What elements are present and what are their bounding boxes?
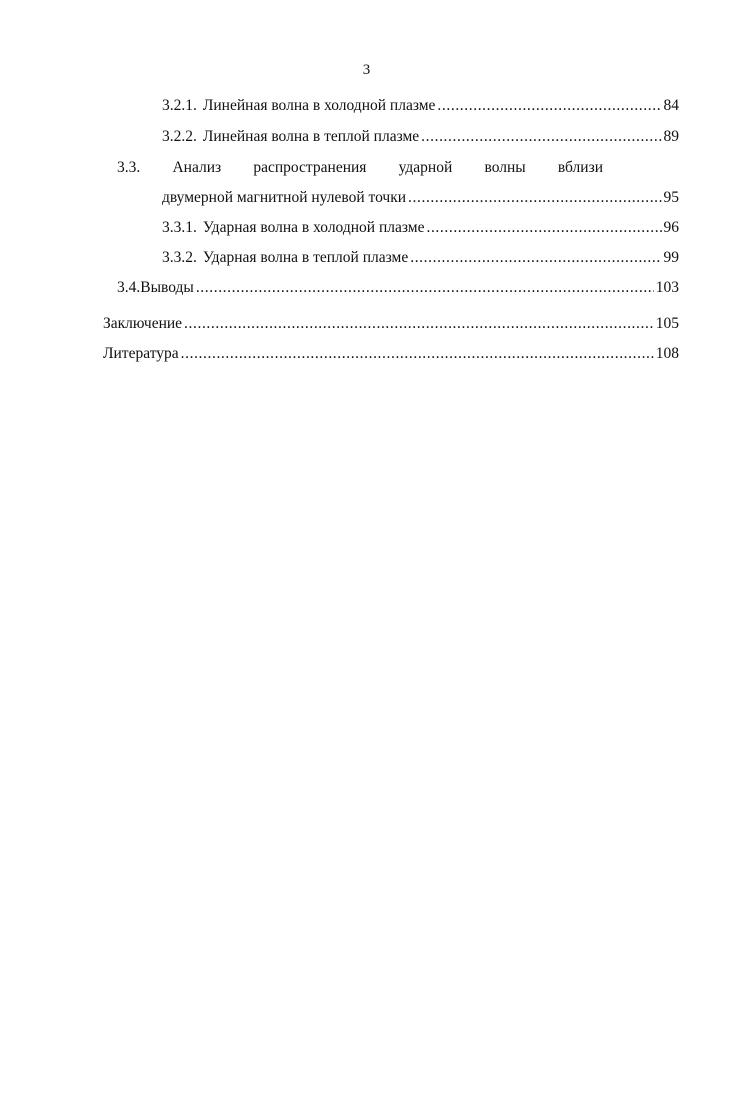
toc-number: 3.3.	[117, 159, 141, 176]
toc-number: 3.3.1.	[162, 219, 197, 236]
toc-leader-dots	[421, 127, 661, 147]
toc-page-number: 84	[663, 97, 679, 114]
toc-leader-dots	[410, 248, 661, 268]
toc-leader-dots	[408, 188, 661, 208]
toc-title-word: волны	[484, 159, 526, 176]
toc-leader-dots	[426, 218, 661, 238]
toc-entry-3-3-line1[interactable]	[117, 158, 603, 178]
toc-leader-dots	[181, 344, 654, 364]
toc-number: 3.3.2.	[162, 249, 197, 266]
toc-title: Литература	[103, 345, 179, 362]
toc-title: Линейная волна в холодной плазме	[202, 97, 436, 114]
toc-leader-dots	[437, 96, 661, 116]
toc-title: Выводы	[140, 279, 194, 296]
toc-leader-dots	[184, 314, 654, 334]
toc-leader-dots	[196, 278, 654, 298]
toc-entry-3-3-2[interactable]	[162, 248, 679, 268]
toc-entry-3-3-1[interactable]	[162, 218, 679, 238]
toc-page-number: 105	[655, 315, 679, 332]
toc-title: Ударная волна в холодной плазме	[202, 219, 425, 236]
toc-title: двумерной магнитной нулевой точки	[162, 189, 407, 206]
toc-page-number: 103	[655, 279, 679, 296]
toc-entry-3-3-line2[interactable]	[162, 188, 679, 208]
toc-page-number: 89	[663, 128, 679, 145]
toc-entry-3-2-2[interactable]	[162, 127, 679, 147]
toc-entry-literature[interactable]	[103, 344, 679, 364]
toc-title-word: вблизи	[557, 159, 603, 176]
toc-number: 3.2.1.	[162, 97, 197, 114]
toc-number: 3.4.	[117, 279, 141, 296]
toc-page-number: 108	[655, 345, 679, 362]
toc-title-word: Анализ	[172, 159, 222, 176]
toc-entry-3-2-1[interactable]	[162, 96, 679, 116]
toc-page-number: 95	[663, 189, 679, 206]
toc-entry-conclusion[interactable]	[103, 314, 679, 334]
toc-title: Заключение	[103, 315, 183, 332]
toc-title: Ударная волна в теплой плазме	[202, 249, 409, 266]
toc-page-number: 96	[663, 219, 679, 236]
toc-title-word: распространения	[253, 159, 367, 176]
toc-title: Линейная волна в теплой плазме	[202, 128, 420, 145]
page-number: 3	[362, 62, 371, 78]
toc-number: 3.2.2.	[162, 128, 197, 145]
toc-entry-3-4[interactable]	[117, 278, 679, 298]
toc-page-number: 99	[663, 249, 679, 266]
toc-title-word: ударной	[398, 159, 453, 176]
